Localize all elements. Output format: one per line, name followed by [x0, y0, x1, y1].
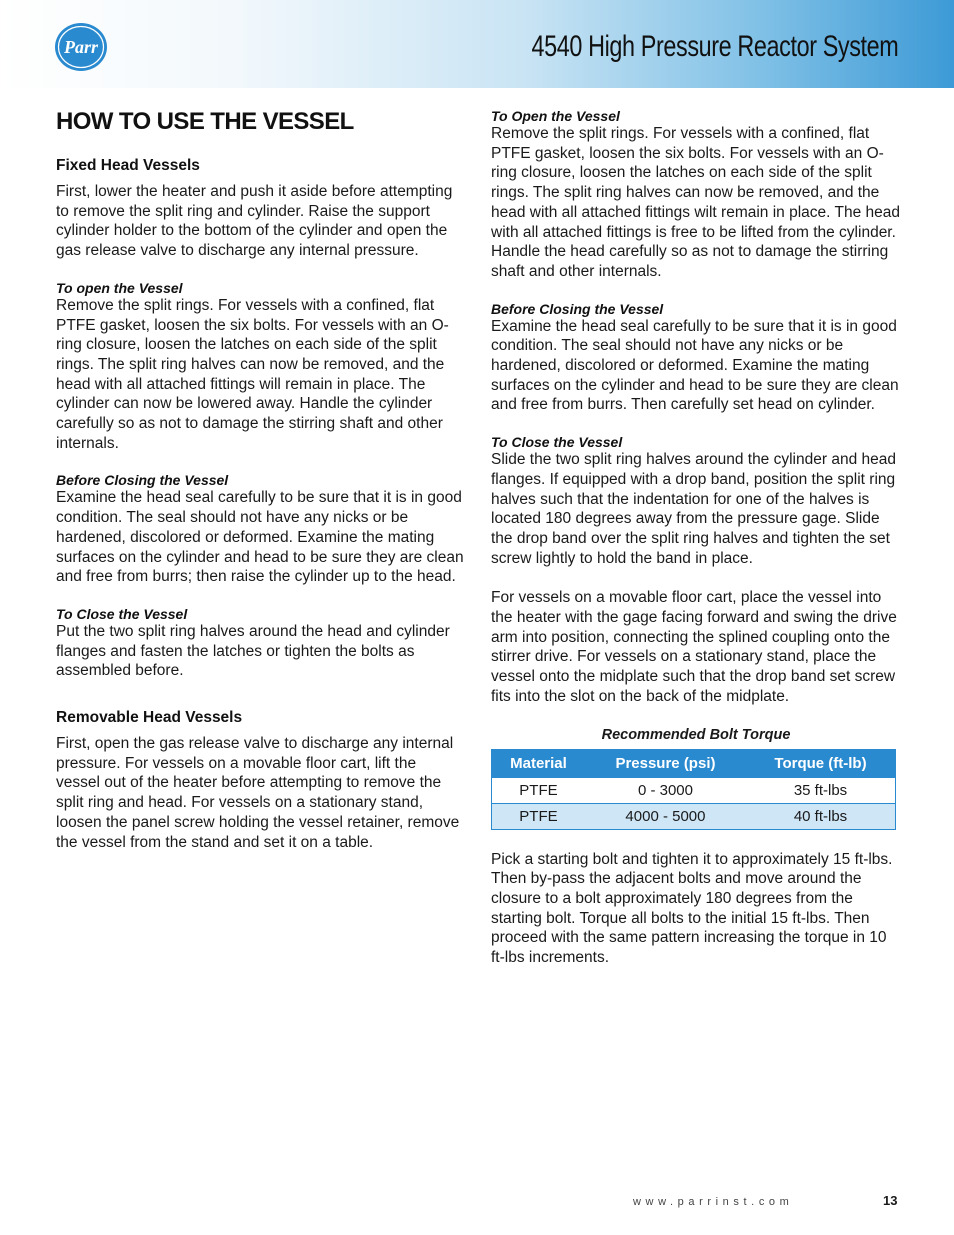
table-cell: PTFE: [492, 777, 585, 803]
removable-head-title: Removable Head Vessels: [56, 709, 243, 727]
table-header-row: [492, 749, 896, 777]
table-cell: 40 ft-lbs: [746, 803, 896, 829]
fixed-open-text: Remove the split rings. For vessels with a confined, flat PTFE gasket, loosen the six bolts. For vessels with an O-ring closure, loosen the latches on each side of the split rings. The split ring halves can now be removed, and the head with all attached fittings will remain in place. The cylinder can now be lowered away. Handle the cylinder carefully so as not to damage the stirring shaft and other internals.: [56, 296, 449, 452]
removable-open-title: To Open the Vessel: [491, 108, 620, 124]
fixed-open-title: To open the Vessel: [56, 279, 183, 296]
table-cell: 35 ft-lbs: [746, 777, 896, 803]
table-header-torque: Torque (ft-lb): [746, 749, 896, 777]
fixed-head-intro: First, lower the heater and push it aside before attempting to remove the split ring and cylinder. Raise the support cylinder holder to the bottom of the cylinder and open the gas release valve to discharge any internal pressure.: [56, 183, 453, 260]
removable-close-title: To Close the Vessel: [491, 434, 623, 451]
fixed-before-title: Before Closing the Vessel: [56, 472, 229, 489]
fixed-before-text: Examine the head seal carefully to be sure that it is in good condition. The seal should not have any nicks or be hardened, discolored or deformed. Examine the mating surfaces on the cylinder and head to be sure they are clean and free from burrs; then raise the cylinder up to the head.: [56, 489, 464, 586]
table-row: [492, 777, 896, 803]
fixed-head-title: Fixed Head Vessels: [56, 157, 200, 174]
removable-close-text: Slide the two split ring halves around the cylinder and head flanges. If equipped with a drop band, position the split ring halves such that the indentation for one of the halves is located 180 degrees away from the pressure gage. Slide the drop band over the split ring halves and tighten the set screw lightly to hold the band in place.: [491, 451, 896, 567]
cart-text: For vessels on a movable floor cart, place the vessel into the heater with the gage facing forward and swing the drive arm into position, connecting the splined coupling onto the stirrer drive. For vessels on a stationary stand, place the vessel onto the midplate such that the drop band set screw fits into the slot on the back of the midplate.: [491, 589, 897, 705]
fixed-close-text: Put the two split ring halves around the head and cylinder flanges and fasten the latches or tighten the bolts as assembled before.: [56, 622, 450, 680]
logo-text: Parr: [63, 37, 99, 57]
table-cell: 0 - 3000: [585, 777, 746, 803]
removable-before-text: Examine the head seal carefully to be sure that it is in good condition. The seal should not have any nicks or be hardened, discolored or deformed. Examine the mating surfaces on the cylinder and head to be sure they are clean and free from burrs. Then carefully set head on cylinder.: [491, 317, 899, 414]
torque-text: Pick a starting bolt and tighten it to approximately 15 ft-lbs. Then by-pass the adjacent bolts and move around the closure to a bolt approximately 180 degrees from the starting bolt. Torque all bolts to the initial 15 ft-lbs. Then proceed with the same pattern increasing the torque in 10 ft-lbs increments.: [491, 850, 893, 967]
removable-before-title: Before Closing the Vessel: [491, 300, 664, 317]
document-title: 4540 High Pressure Reactor System: [531, 30, 898, 63]
removable-open-text: Remove the split rings. For vessels with a confined, flat PTFE gasket, loosen the six bolts. For vessels with an O-ring closure, loosen the latches on each side of the split rings. The split ring halves can now be removed, and the head with all attached fittings wilt remain in place. The head with all attached fittings is free to be lifted from the cylinder. Handle the head carefully so as not to damage the stirring shaft and other internals.: [491, 125, 900, 280]
fixed-close-title: To Close the Vessel: [56, 605, 188, 622]
table-row: [492, 803, 896, 829]
table-cell: 4000 - 5000: [585, 803, 746, 829]
table-cell: PTFE: [492, 803, 585, 829]
right-column: [491, 108, 901, 968]
table-header-material: Material: [492, 749, 585, 777]
table-header-pressure: Pressure (psi): [585, 749, 746, 777]
table-caption: Recommended Bolt Torque: [601, 726, 791, 743]
left-column: [56, 100, 464, 852]
parr-logo-icon: [54, 22, 108, 72]
torque-table: [491, 749, 896, 830]
torque-table-block: [491, 727, 901, 830]
page-number: 13: [883, 1193, 898, 1208]
page-header: [0, 0, 954, 88]
section-heading: HOW TO USE THE VESSEL: [56, 108, 354, 135]
footer-url: www.parrinst.com: [633, 1196, 794, 1208]
removable-head-text: First, open the gas release valve to discharge any internal pressure. For vessels on a movable floor cart, lift the vessel out of the heater before attempting to remove the split ring and head. For vessels on a stationary stand, loosen the panel screw holding the vessel retainer, remove the vessel from the stand and set it on a table.: [56, 735, 460, 851]
